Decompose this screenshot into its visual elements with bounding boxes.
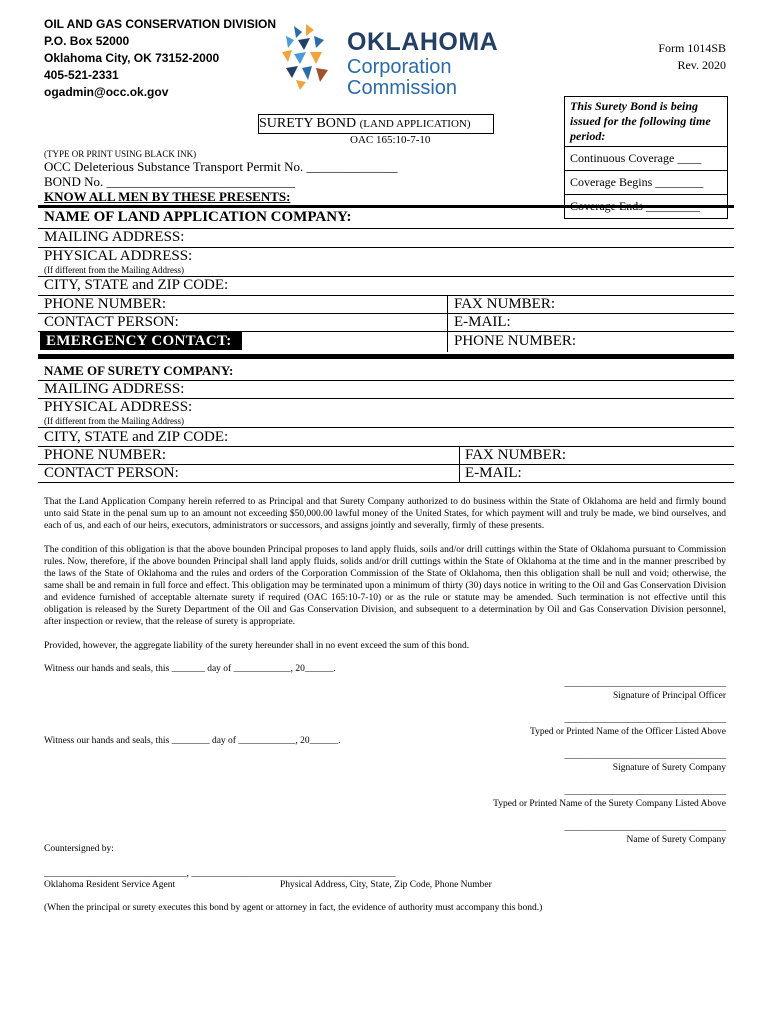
form-number-block <box>658 40 726 74</box>
bond-number-field[interactable]: BOND No. _____________________________ <box>44 174 295 189</box>
agent-label: Oklahoma Resident Service Agent <box>44 880 176 890</box>
time-period-box <box>564 96 728 219</box>
surety-printed-name-block[interactable] <box>493 786 726 810</box>
surety-contact-row[interactable] <box>38 465 734 483</box>
surety-name-label: NAME OF SURETY COMPANY: <box>44 363 234 378</box>
witness-line-principal[interactable]: Witness our hands and seals, this _______ day of ____________, 20______. <box>44 664 336 674</box>
section-divider-middle <box>38 354 734 359</box>
form-revision: Rev. 2020 <box>677 58 726 72</box>
permit-number-field[interactable]: OCC Deleterious Substance Transport Permit No. ______________ <box>44 159 398 174</box>
surety-phone-row[interactable] <box>38 447 734 465</box>
surety-physical-label: PHYSICAL ADDRESS: <box>44 399 193 415</box>
surety-city-row[interactable] <box>38 429 734 447</box>
surety-mailing-label: MAILING ADDRESS: <box>44 381 185 397</box>
signature-principal-officer-label: Signature of Principal Officer <box>613 691 726 701</box>
land-email-label: E-MAIL: <box>454 314 511 330</box>
officer-name-label: Typed or Printed Name of the Officer Listed Above <box>530 727 726 737</box>
land-column-divider <box>447 296 448 352</box>
signature-line: __________________________________ <box>564 679 726 689</box>
type-instruction: (TYPE OR PRINT USING BLACK INK) <box>44 149 197 159</box>
land-city-row[interactable] <box>38 277 734 296</box>
countersigned-label: Countersigned by: <box>44 844 114 854</box>
land-city-label: CITY, STATE and ZIP CODE: <box>44 277 229 293</box>
witness-line-surety[interactable]: Witness our hands and seals, this ________ day of ____________, 20______. <box>44 736 341 746</box>
form-subtitle: (LAND APPLICATION) <box>359 118 471 130</box>
oac-reference: OAC 165:10-7-10 <box>350 134 431 146</box>
coverage-begins-field[interactable]: Coverage Begins ________ <box>565 171 727 195</box>
signature-line: __________________________________ <box>564 787 726 797</box>
land-mailing-row[interactable] <box>38 229 734 248</box>
form-title: SURETY BOND <box>259 116 357 131</box>
signature-surety-block[interactable] <box>565 750 727 774</box>
agency-address-block <box>44 16 276 101</box>
form-title-box <box>258 114 494 134</box>
surety-company-name-label: Name of Surety Company <box>626 835 726 845</box>
time-period-heading: This Surety Bond is being issued for the following time period: <box>565 97 727 147</box>
surety-fax-label: FAX NUMBER: <box>465 447 566 463</box>
section-divider-top <box>38 205 734 208</box>
signature-surety-label: Signature of Surety Company <box>612 763 726 773</box>
agency-division: OIL AND GAS CONSERVATION DIVISION <box>44 17 277 31</box>
land-physical-row[interactable] <box>38 248 734 264</box>
signature-line: __________________________________ <box>564 823 726 833</box>
surety-column-divider <box>459 447 460 483</box>
land-mailing-label: MAILING ADDRESS: <box>44 229 185 245</box>
surety-physical-note-row <box>38 416 734 428</box>
agent-signature-line[interactable]: ______________________________, ___________________________________________ <box>44 869 396 879</box>
land-phone-label: PHONE NUMBER: <box>44 296 167 312</box>
emergency-contact-label: EMERGENCY CONTACT: <box>40 332 242 350</box>
land-fax-label: FAX NUMBER: <box>454 296 555 312</box>
surety-email-label: E-MAIL: <box>465 465 522 481</box>
land-phone-row[interactable] <box>38 296 734 314</box>
bond-paragraph-principal: That the Land Application Company herein referred to as Principal and that Surety Company authorized to do business within the State of Oklahoma are held and firmly bound unto said State in the penal sum up to an amount not exceeding $50,000.00 lawful money of the United States, for which payment will and truly be made, we bind ourselves, and each of us, and each of our heirs, executors, administrators or successors, and assigns jointly and severally, firmly of these presents. <box>44 497 726 531</box>
surety-physical-note: (If different from the Mailing Address) <box>44 416 185 426</box>
officer-name-block[interactable] <box>530 714 726 738</box>
logo-line-corporation: Corporation <box>347 56 452 78</box>
land-contact-row[interactable] <box>38 314 734 332</box>
occ-logo-text <box>347 30 498 98</box>
agency-po-box: P.O. Box 52000 <box>44 34 130 48</box>
land-emergency-phone-label: PHONE NUMBER: <box>454 333 577 349</box>
continuous-coverage-field[interactable]: Continuous Coverage ____ <box>565 147 727 171</box>
land-physical-note-row <box>38 265 734 277</box>
agency-phone: 405-521-2331 <box>44 68 119 82</box>
land-company-name-label: NAME OF LAND APPLICATION COMPANY: <box>44 209 352 225</box>
agency-city: Oklahoma City, OK 73152-2000 <box>44 51 220 65</box>
bond-paragraph-aggregate: Provided, however, the aggregate liability of the surety hereunder shall in no event exceed the sum of this bond. <box>44 641 470 651</box>
surety-phone-label: PHONE NUMBER: <box>44 447 167 463</box>
signature-principal-officer-block[interactable] <box>565 678 727 702</box>
logo-line-commission: Commission <box>347 77 458 99</box>
signature-line: __________________________________ <box>564 715 726 725</box>
surety-printed-name-label: Typed or Printed Name of the Surety Company Listed Above <box>493 799 726 809</box>
know-all-heading: KNOW ALL MEN BY THESE PRESENTS: <box>44 189 291 204</box>
surety-mailing-row[interactable] <box>38 381 734 399</box>
land-physical-note: (If different from the Mailing Address) <box>44 265 185 275</box>
surety-company-name-block[interactable] <box>565 822 727 846</box>
land-company-name-row[interactable] <box>38 209 734 229</box>
permit-and-bond-block <box>44 159 398 189</box>
land-physical-label: PHYSICAL ADDRESS: <box>44 248 193 264</box>
footer-note: (When the principal or surety executes this bond by agent or attorney in fact, the evidence of authority must accompany this bond.) <box>44 903 543 913</box>
surety-contact-label: CONTACT PERSON: <box>44 465 179 481</box>
logo-line-oklahoma: OKLAHOMA <box>347 28 499 56</box>
land-contact-label: CONTACT PERSON: <box>44 314 179 330</box>
form-number: Form 1014SB <box>658 41 726 55</box>
surety-physical-row[interactable] <box>38 399 734 415</box>
agent-address-label: Physical Address, City, State, Zip Code, Phone Number <box>280 880 492 890</box>
surety-name-row[interactable] <box>38 362 734 381</box>
signature-line: __________________________________ <box>564 751 726 761</box>
bond-paragraph-condition: The condition of this obligation is that the above bounden Principal proposes to land apply fluids, soils and/or drill cuttings within the State of Oklahoma pursuant to Commission rules. Now, therefore, if the above bounden Principal shall land apply fluids, solids and/or drill cuttings within the State of Oklahoma at the time and in the manner prescribed by the laws of the State of Oklahoma and the rules and orders of the Corporation Commission of the State of Oklahoma, then this obligation shall be null and void; otherwise, the same shall be and remain in full force and effect. This obligation may be terminated upon a minimum of thirty (30) days notice in writing to the Oil and Gas Conservation Division and evidence furnished of acceptable alternate surety if required (OAC 165:10-7-10) or as the rule or statute may be amended. Such termination is not effective until this obligation is released by the Surety Department of the Oil and Gas Conservation Division, and subsequent to a determination by Oil and Gas Conservation Division personnel, after inspection or review, that the release of surety is appropriate. <box>44 545 726 627</box>
agency-email: ogadmin@occ.ok.gov <box>44 85 169 99</box>
surety-city-label: CITY, STATE and ZIP CODE: <box>44 429 229 445</box>
